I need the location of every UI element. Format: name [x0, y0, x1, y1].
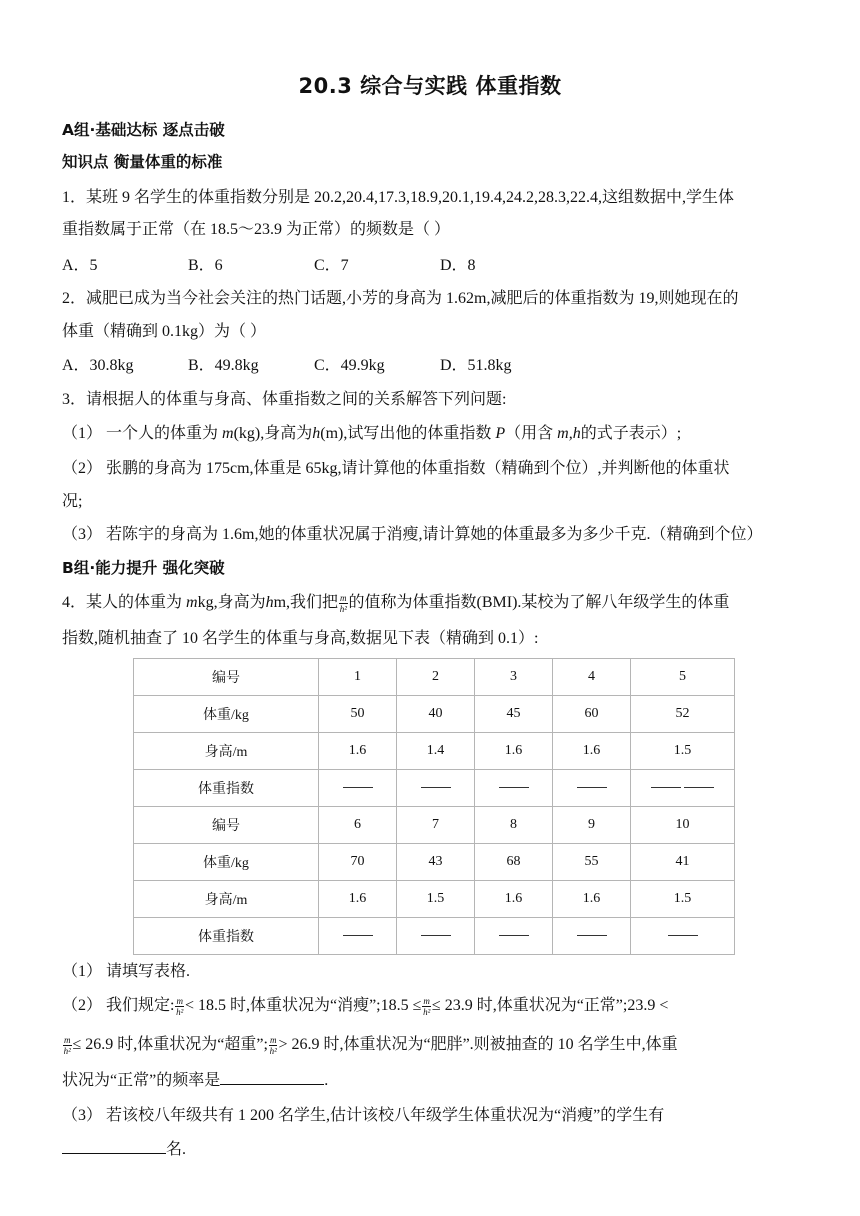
bmi-blank[interactable] [475, 770, 553, 807]
table-cell: 9 [553, 807, 631, 844]
table-cell: 1 [319, 659, 397, 696]
q2-option-d: D．51.8kg [440, 357, 512, 374]
knowledge-point-heading: 知识点 衡量体重的标准 [62, 153, 223, 171]
table-cell: 43 [397, 844, 475, 881]
table-cell: 45 [475, 696, 553, 733]
q2-option-c: C．49.9kg [314, 357, 385, 374]
answer-blank[interactable] [62, 1152, 166, 1154]
bmi-fraction: $\frac{m}{\text{h²}}$ [339, 592, 347, 614]
table-row [134, 918, 735, 955]
q4-line2: 指数,随机抽查了 10 名学生的体重与身高,数据见下表（精确到 0.1）: [62, 630, 539, 647]
q3-part2-line2: 况; [62, 493, 83, 510]
q3-intro: 3．请根据人的体重与身高、体重指数之间的关系解答下列问题: [62, 391, 507, 408]
table-cell: 2 [397, 659, 475, 696]
q3-part2-line1: （2） 张鹏的身高为 175cm,体重是 65kg,请计算他的体重指数（精确到个位）,并判断他的体重状 [62, 460, 730, 477]
row-label-weight: 体重/kg [134, 696, 319, 733]
row-label-id: 编号 [134, 659, 319, 696]
bmi-blank[interactable] [319, 770, 397, 807]
row-label-height: 身高/m [134, 881, 319, 918]
table-cell: 6 [319, 807, 397, 844]
bmi-table [133, 658, 735, 955]
row-label-height: 身高/m [134, 733, 319, 770]
q1-option-d: D．8 [440, 257, 476, 274]
q3-part1: （1） 一个人的体重为 m(kg),身高为h(m),试写出他的体重指数 P（用含 m,h的式子表示）; [62, 425, 682, 442]
q4-sub2-line2: $\frac{m}{\text{h²}}$ ≤ 26.9 时,体重状况为“超重”; $\frac{m}{\text{h²}}$ > 26.9 时,体重状况为“肥胖”.则被抽查的 10 名学生中,体重 [63, 1034, 678, 1056]
section-b-heading: B组·能力提升 强化突破 [62, 559, 225, 577]
section-a-heading: A组·基础达标 逐点击破 [62, 121, 225, 139]
table-row [134, 659, 735, 696]
table-cell: 1.6 [319, 881, 397, 918]
table-cell: 41 [631, 844, 735, 881]
table-cell: 7 [397, 807, 475, 844]
bmi-blank[interactable] [631, 770, 735, 807]
answer-blank[interactable] [220, 1083, 324, 1085]
table-cell: 10 [631, 807, 735, 844]
bmi-blank[interactable] [397, 918, 475, 955]
q4-line1: 4．某人的体重为 mkg,身高为hm,我们把 $\frac{m}{\text{h²}}$ 的值称为体重指数(BMI).某校为了解八年级学生的体重 [62, 592, 730, 614]
table-cell: 5 [631, 659, 735, 696]
bmi-blank[interactable] [397, 770, 475, 807]
page-title: 20.3 综合与实践 体重指数 [298, 74, 562, 98]
q1-line2: 重指数属于正常（在 18.5～23.9 为正常）的频数是（ ） [62, 221, 451, 238]
bmi-blank[interactable] [475, 918, 553, 955]
row-label-bmi: 体重指数 [134, 770, 319, 807]
table-cell: 1.6 [553, 881, 631, 918]
q2-option-a: A．30.8kg [62, 357, 134, 374]
table-cell: 70 [319, 844, 397, 881]
table-cell: 52 [631, 696, 735, 733]
table-cell: 1.5 [397, 881, 475, 918]
q4-sub2-line3: 状况为“正常”的频率是 . [62, 1072, 329, 1089]
q1-option-c: C．7 [314, 257, 349, 274]
q2-line2: 体重（精确到 0.1kg）为（ ） [62, 323, 267, 340]
table-cell: 1.6 [475, 881, 553, 918]
table-row [134, 696, 735, 733]
row-label-bmi: 体重指数 [134, 918, 319, 955]
table-row [134, 881, 735, 918]
table-cell: 1.6 [475, 733, 553, 770]
table-cell: 1.5 [631, 733, 735, 770]
table-cell: 1.5 [631, 881, 735, 918]
bmi-blank[interactable] [553, 918, 631, 955]
q4-sub1: （1） 请填写表格. [62, 963, 191, 980]
table-cell: 1.6 [319, 733, 397, 770]
q4-sub2-line1: （2） 我们规定: $\frac{m}{\text{h²}}$ < 18.5 时,体重状况为“消瘦”;18.5 ≤ $\frac{m}{\text{h²}}$ ≤ 23.9 时,体重状况为“正常”;23.9 < [62, 995, 669, 1017]
bmi-blank[interactable] [319, 918, 397, 955]
bmi-blank[interactable] [631, 918, 735, 955]
q1-option-b: B．6 [188, 257, 223, 274]
q4-sub3-line1: （3） 若该校八年级共有 1 200 名学生,估计该校八年级学生体重状况为“消瘦”的学生有 [62, 1107, 665, 1124]
q1-line1: 1．某班 9 名学生的体重指数分别是 20.2,20.4,17.3,18.9,20.1,19.4,24.2,28.3,22.4,这组数据中,学生体 [62, 189, 735, 206]
table-cell: 40 [397, 696, 475, 733]
table-row [134, 733, 735, 770]
table-cell: 3 [475, 659, 553, 696]
table-cell: 1.4 [397, 733, 475, 770]
table-row [134, 770, 735, 807]
table-cell: 1.6 [553, 733, 631, 770]
table-row [134, 807, 735, 844]
q2-line1: 2．减肥已成为当今社会关注的热门话题,小芳的身高为 1.62m,减肥后的体重指数为 19,则她现在的 [62, 290, 739, 307]
q2-option-b: B．49.8kg [188, 357, 259, 374]
q1-option-a: A．5 [62, 257, 98, 274]
table-cell: 8 [475, 807, 553, 844]
row-label-weight: 体重/kg [134, 844, 319, 881]
table-cell: 60 [553, 696, 631, 733]
q3-part3: （3） 若陈宇的身高为 1.6m,她的体重状况属于消瘦,请计算她的体重最多为多少千克.（精确到个位） [62, 526, 763, 543]
row-label-id: 编号 [134, 807, 319, 844]
table-row [134, 844, 735, 881]
table-cell: 68 [475, 844, 553, 881]
bmi-blank[interactable] [553, 770, 631, 807]
table-cell: 50 [319, 696, 397, 733]
table-cell: 55 [553, 844, 631, 881]
q4-sub3-line2: 名. [62, 1136, 186, 1159]
table-cell: 4 [553, 659, 631, 696]
